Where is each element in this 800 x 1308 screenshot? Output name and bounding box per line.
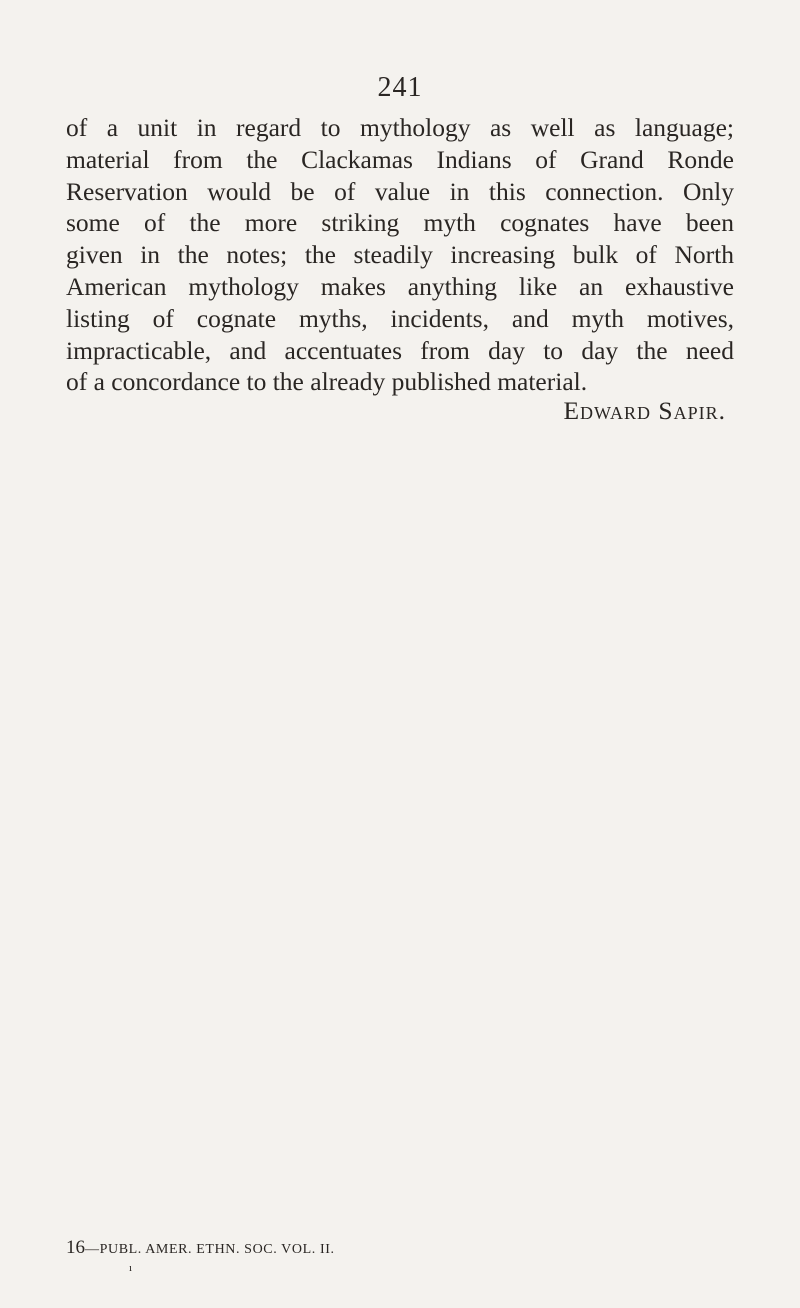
text-line: material from the Clackamas Indians of Grand Ronde — [66, 144, 734, 174]
text-line: of a unit in regard to mythology as well as language; — [66, 113, 734, 142]
text-line: Reservation would be of value in this connection. Only — [66, 176, 734, 206]
text-line: listing of cognate myths, incidents, and myth motives, — [66, 303, 734, 333]
text-line: given in the notes; the steadily increasing bulk of North — [66, 240, 734, 270]
text-line: impracticable, and accentuates from day to day the need — [66, 335, 734, 365]
body-paragraph — [66, 112, 734, 398]
printer-caret-mark: ı — [129, 1262, 133, 1274]
signature-number: 16 — [66, 1237, 85, 1258]
printer-signature-mark — [66, 1237, 335, 1259]
author-signature: Edward Sapir. — [563, 396, 726, 425]
text-line: of a concordance to the already published material. — [66, 367, 588, 397]
text-line: some of the more striking myth cognates have been — [66, 208, 734, 238]
page-number: 241 — [377, 72, 423, 103]
signature-text: —PUBL. AMER. ETHN. SOC. VOL. II. — [85, 1242, 335, 1257]
text-line: American mythology makes anything like an exhaustive — [66, 271, 734, 301]
